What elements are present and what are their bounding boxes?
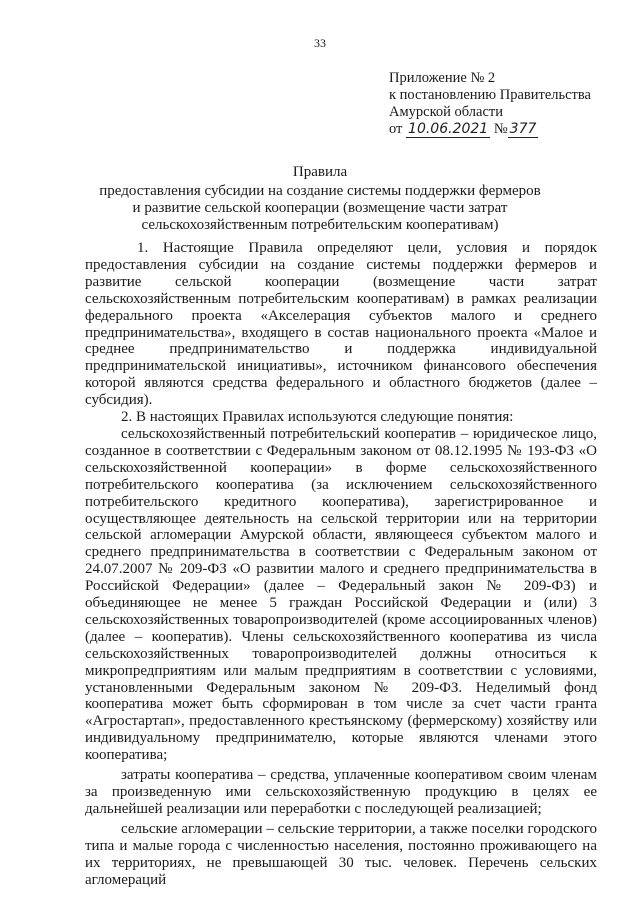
title-line-1: предоставления субсидии на создание системы поддержки фермеров <box>99 183 541 199</box>
appendix-title: Приложение № 2 <box>389 70 496 86</box>
handwritten-date: 10.06.2021 <box>408 121 489 137</box>
paragraph-2: 2. В настоящих Правилах используются следующие понятия: <box>121 409 514 426</box>
definition-cooperative: сельскохозяйственный потребительский кооператив – юридическое лицо, созданное в соответствии с Федеральным законом от 08.12.1995 № 193-ФЗ «О сельскохозяйственной кооперации» в форме сельскохозяйственного потребительского кооператива (за исключением сельскохозяйственного потребительского кредитного кооператива), зарегистрированное и осуществляющее деятельность на сельской территории или на территории сельской агломерации Амурской области, являющееся субъектом малого и среднего предпринимательства в соответствии с Федеральным законом от 24.07.2007 № 209-ФЗ «О развитии малого и среднего предпринимательства в Российской Федерации» (далее – Федеральный закон № 209-ФЗ) и объединяющее не менее 5 граждан Российской Федерации и (или) 3 сельскохозяйственных товаропроизводителей (кроме ассоциированных членов) (далее – кооператив). Члены сельскохозяйственного кооператива из числа сельскохозяйственных товаропроизводителей должны относиться к микропредприятиям или малым предприятиям в соответствии с условиями, установленными Федеральным законом № 209-ФЗ. Неделимый фонд кооператива может быть сформирован в том числе за счет части гранта «Агростартап», предоставленного крестьянскому (фермерскому) хозяйству или индивидуальному предпринимателю, которые являются членами этого кооператива; <box>85 425 597 764</box>
appendix-region-line: Амурской области <box>389 104 503 120</box>
definition-costs: затраты кооператива – средства, уплаченные кооперативом своим членам за произведенную ими сельскохозяйственную продукцию в целях ее дальнейшей реализации или переработки с последующей реализацией; <box>85 767 597 817</box>
definition-agglomerations: сельские агломерации – сельские территории, а также поселки городского типа и малые города с численностью населения, постоянно проживающего на их территориях, не превышающей 30 тыс. человек. Перечень сельских агломераций <box>85 820 597 888</box>
document-title <box>0 164 640 234</box>
paragraph-1: 1. Настоящие Правила определяют цели, условия и порядок предоставления субсидии на создание системы поддержки фермеров и развитие сельской кооперации (возмещение части затрат сельскохозяйственным потребительским кооперативам) в рамках реализации федерального проекта «Акселерация субъектов малого и среднего предпринимательства», входящего в состав национального проекта «Малое и среднее предпринимательство и поддержка индивидуальной предпринимательской инициативы», источником финансового обеспечения которой являются средства федерального и областного бюджетов (далее – субсидия). <box>85 240 597 409</box>
document-body <box>85 240 597 888</box>
number-prefix: № <box>493 121 508 137</box>
title-heading: Правила <box>292 164 348 180</box>
handwritten-number: 377 <box>509 121 537 137</box>
page-number: 33 <box>314 36 326 50</box>
date-prefix: от <box>389 121 403 137</box>
title-line-3: сельскохозяйственным потребительским кооперативам) <box>141 217 499 233</box>
appendix-decree-line: к постановлению Правительства <box>389 87 591 103</box>
appendix-block <box>389 70 591 138</box>
appendix-date-line <box>389 121 591 138</box>
title-line-2: и развитие сельской кооперации (возмещение части затрат <box>132 200 508 216</box>
